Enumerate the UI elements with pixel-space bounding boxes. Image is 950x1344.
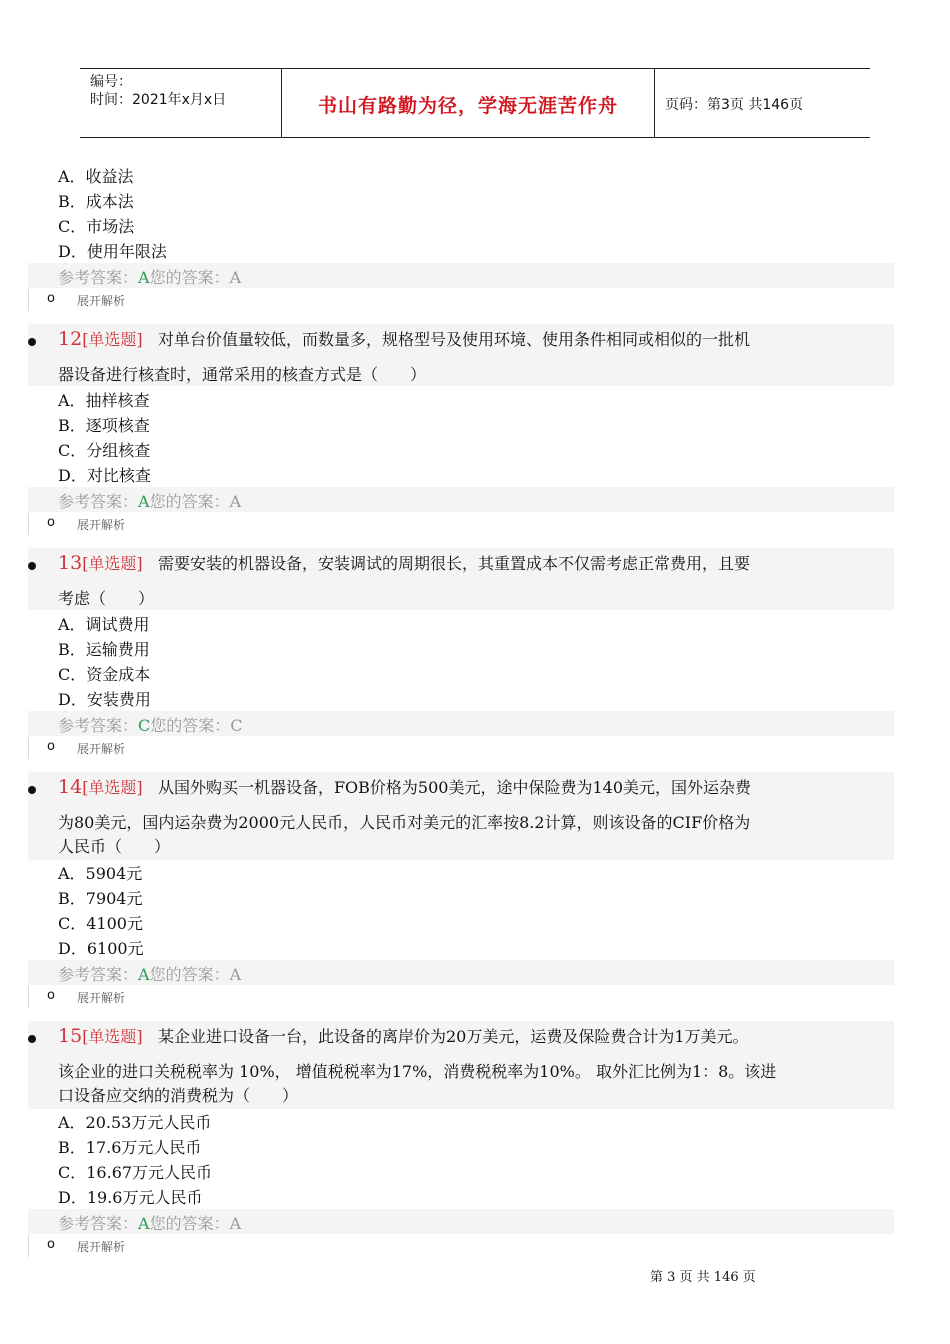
question-12 [28, 324, 894, 386]
question-text: 对单台价值量较低，而数量多，规格型号及使用环境、使用条件相同或相似的一批机 [157, 330, 750, 349]
reference-answer-value: A [138, 492, 150, 511]
option-item: D．对比核查 [58, 466, 151, 485]
question-text: 该企业的进口关税税率为 10%， 增值税税率为17%，消费税税率为10%。 取外汇比例为1：8。该进 [58, 1062, 777, 1081]
option-item: D．19.6万元人民币 [58, 1188, 203, 1207]
option-item: B．成本法 [58, 192, 134, 211]
option-item: C．市场法 [58, 217, 135, 236]
header-motto-cell [282, 69, 655, 137]
answer-row [28, 487, 894, 512]
list-marker-icon: o [47, 739, 55, 754]
option-item: C．分组核查 [58, 441, 151, 460]
page-header [80, 68, 870, 138]
reference-answer-label: 参考答案： [58, 492, 139, 511]
your-answer-value: A [229, 268, 242, 287]
reference-answer-value: A [138, 268, 150, 287]
document-date: 时间：2021年x月x日 [90, 92, 227, 108]
list-marker-icon: o [47, 1237, 55, 1252]
expand-analysis-label[interactable]: 展开解析 [77, 518, 126, 532]
reference-answer-label: 参考答案： [58, 965, 139, 984]
your-answer-value: A [229, 1214, 242, 1233]
option-item: B．17.6万元人民币 [58, 1138, 202, 1157]
answer-row [28, 1209, 894, 1234]
your-answer-value: A [229, 965, 242, 984]
question-13 [28, 548, 894, 610]
question-text: 口设备应交纳的消费税为（ ） [58, 1086, 299, 1105]
answer-row [28, 960, 894, 985]
expand-analysis-label[interactable]: 展开解析 [77, 1240, 126, 1254]
answer-row [28, 711, 894, 736]
reference-answer-label: 参考答案： [58, 268, 139, 287]
question-text: 人民币（ ） [58, 837, 171, 856]
question-text: 器设备进行核查时，通常采用的核查方式是（ ） [58, 365, 427, 384]
reference-answer-value: C [138, 716, 151, 735]
your-answer-label: 您的答案： [149, 1214, 230, 1233]
question-number: 12 [58, 328, 83, 350]
expand-analysis[interactable] [28, 513, 869, 535]
reference-answer-value: A [138, 1214, 150, 1233]
expand-analysis[interactable] [28, 289, 869, 311]
motto-text: 书山有路勤为径，学海无涯苦作舟 [317, 95, 618, 117]
question-text: 需要安装的机器设备，安装调试的周期很长，其重置成本不仅需考虑正常费用，且要 [157, 554, 750, 573]
answer-row [28, 263, 894, 288]
option-item: D．6100元 [58, 939, 144, 958]
option-item: C．16.67万元人民币 [58, 1163, 213, 1182]
option-item: C．资金成本 [58, 665, 151, 684]
your-answer-label: 您的答案： [149, 268, 230, 287]
question-text: 考虑（ ） [58, 589, 155, 608]
option-item: C．4100元 [58, 914, 143, 933]
option-item: D．使用年限法 [58, 242, 167, 261]
bullet-icon [28, 1035, 36, 1043]
header-page-cell [655, 69, 870, 137]
option-item: A．20.53万元人民币 [58, 1113, 212, 1132]
question-type: [单选题] [82, 554, 143, 573]
reference-answer-label: 参考答案： [58, 716, 139, 735]
expand-analysis-label[interactable]: 展开解析 [77, 294, 126, 308]
your-answer-label: 您的答案： [149, 492, 230, 511]
bullet-icon [28, 338, 36, 346]
your-answer-value: C [230, 716, 243, 735]
question-number: 14 [58, 776, 83, 798]
expand-analysis[interactable] [28, 1235, 869, 1257]
list-marker-icon: o [47, 515, 55, 530]
bullet-icon [28, 786, 36, 794]
question-14 [28, 772, 894, 860]
your-answer-label: 您的答案： [150, 716, 231, 735]
page-footer: 第 3 页 共 146 页 [650, 1270, 756, 1285]
option-item: B．7904元 [58, 889, 143, 908]
reference-answer-value: A [138, 965, 150, 984]
question-type: [单选题] [82, 330, 143, 349]
question-type: [单选题] [82, 1027, 143, 1046]
bullet-icon [28, 562, 36, 570]
question-number: 15 [58, 1025, 83, 1047]
document-number: 编号： [90, 74, 132, 90]
question-15 [28, 1021, 894, 1109]
header-info-cell [80, 69, 282, 137]
option-item: D．安装费用 [58, 690, 151, 709]
page-indicator: 页码：第3页 共146页 [665, 97, 804, 113]
question-type: [单选题] [82, 778, 143, 797]
option-item: B．逐项核查 [58, 416, 150, 435]
your-answer-label: 您的答案： [149, 965, 230, 984]
option-item: A．调试费用 [58, 615, 150, 634]
list-marker-icon: o [47, 291, 55, 306]
option-item: A．5904元 [58, 864, 143, 883]
expand-analysis-label[interactable]: 展开解析 [77, 742, 126, 756]
question-text: 某企业进口设备一台，此设备的离岸价为20万美元，运费及保险费合计为1万美元。 [157, 1027, 749, 1046]
expand-analysis[interactable] [28, 737, 869, 759]
question-number: 13 [58, 552, 83, 574]
option-item: A．收益法 [58, 167, 134, 186]
option-item: B．运输费用 [58, 640, 150, 659]
your-answer-value: A [229, 492, 242, 511]
list-marker-icon: o [47, 988, 55, 1003]
reference-answer-label: 参考答案： [58, 1214, 139, 1233]
question-text: 从国外购买一机器设备，FOB价格为500美元，途中保险费为140美元，国外运杂费 [157, 778, 752, 797]
option-item: A．抽样核查 [58, 391, 150, 410]
question-text: 为80美元，国内运杂费为2000元人民币，人民币对美元的汇率按8.2计算，则该设备的CIF价格为 [58, 813, 751, 832]
expand-analysis[interactable] [28, 986, 869, 1008]
expand-analysis-label[interactable]: 展开解析 [77, 991, 126, 1005]
